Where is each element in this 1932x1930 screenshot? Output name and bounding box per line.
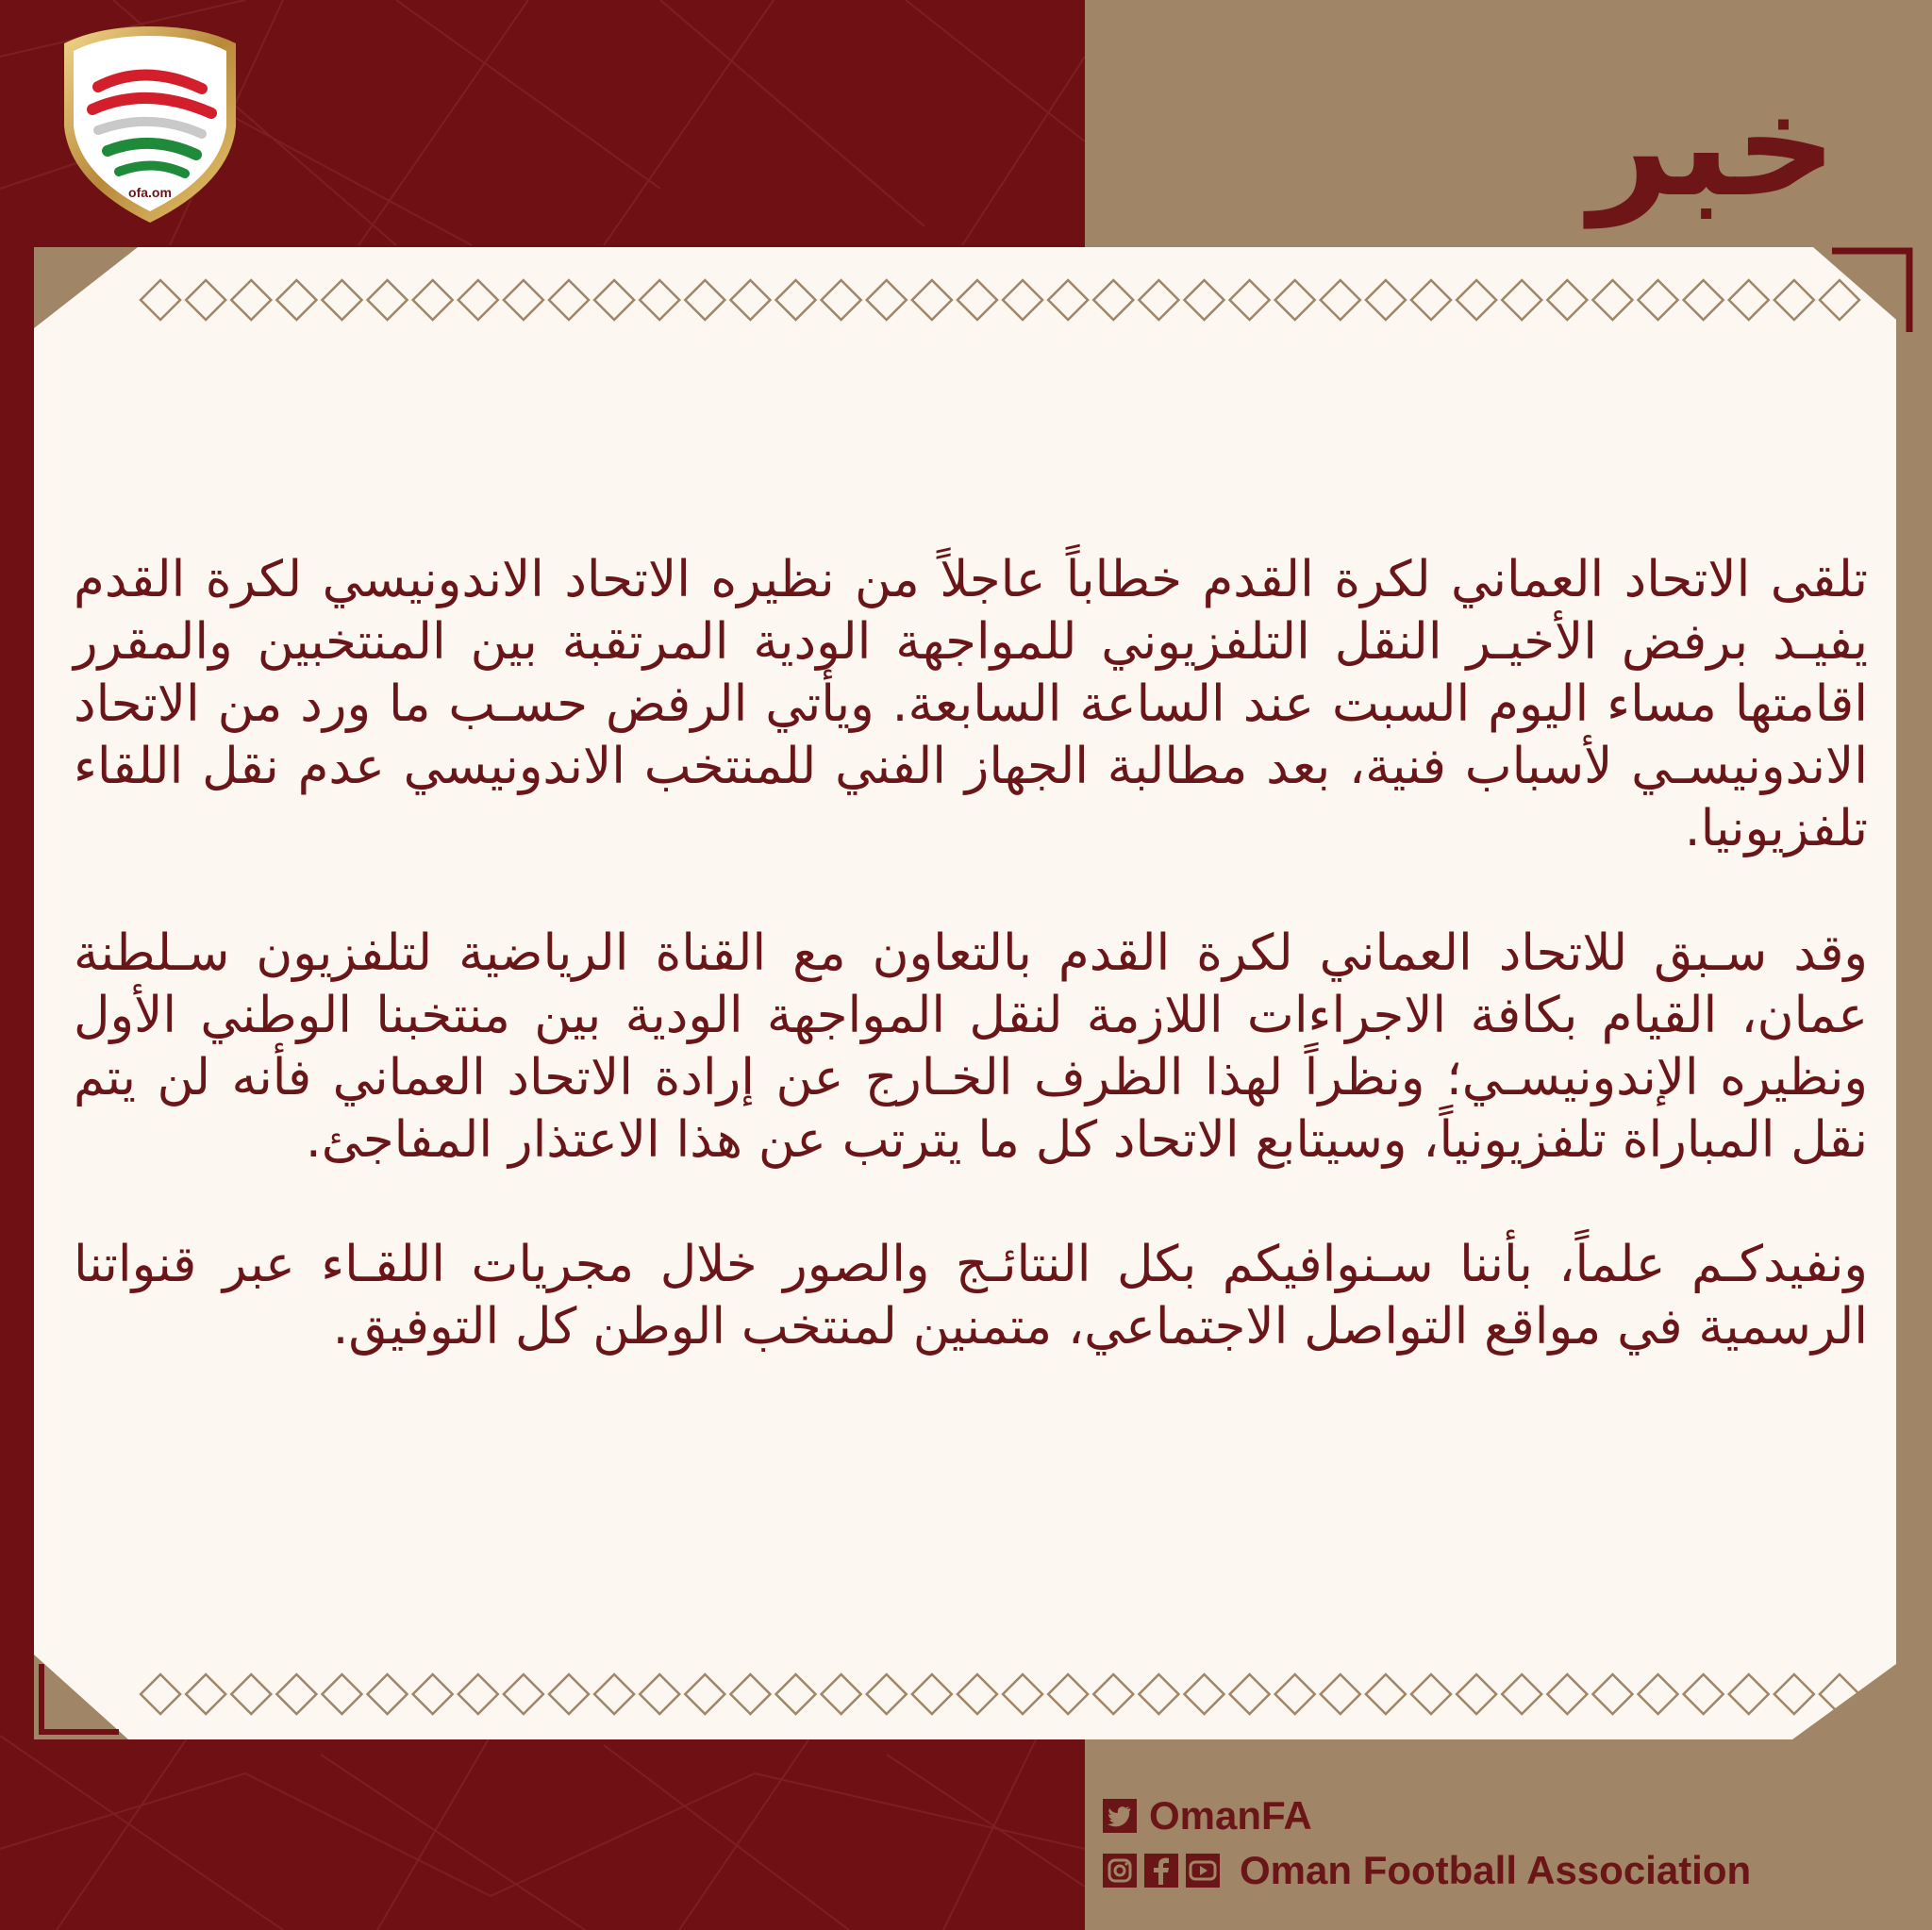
diamond-ornament — [1275, 280, 1315, 320]
association-name[interactable]: Oman Football Association — [1240, 1848, 1752, 1892]
diamond-ornament — [1093, 1674, 1133, 1714]
diamond-ornament — [1820, 280, 1859, 320]
diamond-ornament — [1774, 280, 1814, 320]
diamond-ornament — [1684, 1674, 1724, 1714]
diamond-ornament — [231, 280, 271, 320]
diamond-ornament — [1184, 280, 1224, 320]
diamond-ornament — [685, 280, 724, 320]
diamond-ornament — [822, 1674, 861, 1714]
diamond-ornament — [1639, 280, 1678, 320]
diamond-ornament — [776, 1674, 816, 1714]
youtube-icon[interactable] — [1185, 1853, 1221, 1888]
diamond-ornament — [368, 280, 408, 320]
diamond-ornament — [1003, 280, 1042, 320]
diamond-ornament — [1048, 1674, 1088, 1714]
diamond-ornament — [594, 1674, 634, 1714]
diamond-ornament — [458, 280, 498, 320]
diamond-ornament — [186, 1674, 225, 1714]
diamond-ornament — [276, 280, 316, 320]
diamond-ornament — [912, 280, 952, 320]
diamond-ornament — [1411, 280, 1451, 320]
diamond-border-bottom — [138, 1670, 1862, 1719]
diamond-ornament — [1729, 280, 1769, 320]
diamond-ornament — [1729, 1674, 1769, 1714]
social-row — [1102, 1845, 1913, 1896]
diamond-ornament — [276, 1674, 316, 1714]
diamond-ornament — [912, 1674, 952, 1714]
diamond-ornament — [958, 280, 997, 320]
diamond-ornament — [458, 1674, 498, 1714]
diamond-ornament — [640, 280, 679, 320]
diamond-ornament — [1592, 280, 1632, 320]
diamond-ornament — [640, 1674, 679, 1714]
facebook-icon[interactable] — [1143, 1853, 1179, 1888]
diamond-ornament — [594, 280, 634, 320]
diamond-ornament — [141, 280, 180, 320]
corner-top-left — [34, 247, 147, 360]
diamond-ornament — [822, 280, 861, 320]
diamond-ornament — [1230, 1674, 1270, 1714]
diamond-ornament — [730, 280, 770, 320]
diamond-ornament — [1184, 1674, 1224, 1714]
logo-site-text: ofa.om — [128, 185, 172, 200]
diamond-ornament — [186, 280, 225, 320]
diamond-ornament — [730, 1674, 770, 1714]
diamond-ornament — [413, 1674, 453, 1714]
diamond-ornament — [1003, 1674, 1042, 1714]
diamond-ornament — [1139, 1674, 1178, 1714]
diamond-ornament — [368, 1674, 408, 1714]
diamond-ornament — [1048, 280, 1088, 320]
diamond-ornament — [1366, 280, 1406, 320]
article-paragraph: وقد سـبق للاتحاد العماني لكرة القدم بالتعاون مع القناة الرياضية لتلفزيون سـلطنة عمان، القيام بكافة الاجراءات اللازمة لنقل المواجهة الودية بين منتخبنا الوطني الأول ونظيره الإندونيسـي؛ ونظراً لهذا الظرف الخـارج عن إرادة الاتحاد العماني فأنه لن يتم نقل المباراة تلفزيونياً، وسيتابع الاتحاد كل ما يترتب عن هذا الاعتذار المفاجئ. — [74, 924, 1868, 1169]
diamond-ornament — [1820, 1674, 1859, 1714]
diamond-ornament — [1774, 1674, 1814, 1714]
diamond-ornament — [1547, 280, 1587, 320]
ofa-logo — [60, 23, 240, 226]
diamond-ornament — [867, 1674, 907, 1714]
article-paragraph: تلقى الاتحاد العماني لكرة القدم خطاباً عاجلاً من نظيره الاتحاد الاندونيسي لكرة القدم يفيـد برفض الأخيـر النقل التلفزيوني للمواجهة الودية المرتقبة بين المنتخبين والمقرر اقامتها مساء اليوم السبت عند الساعة السابعة. ويأتي الرفض حسـب ما ورد من الاتحاد الاندونيسـي لأسباب فنية، بعد مطالبة الجهاز الفني للمنتخب الاندونيسي عدم نقل اللقاء تلفزيونيا. — [74, 551, 1868, 857]
twitter-icon[interactable] — [1102, 1798, 1138, 1834]
corner-bottom-left — [34, 1645, 138, 1739]
diamond-ornament — [1366, 1674, 1406, 1714]
diamond-ornament — [1230, 280, 1270, 320]
diamond-ornament — [1139, 280, 1178, 320]
diamond-ornament — [504, 280, 543, 320]
diamond-ornament — [1684, 280, 1724, 320]
diamond-ornament — [549, 1674, 589, 1714]
diamond-ornament — [413, 280, 453, 320]
badge-title: خبر — [1589, 64, 1838, 228]
diamond-ornament — [1321, 280, 1360, 320]
twitter-handle[interactable]: OmanFA — [1149, 1793, 1312, 1838]
diamond-border-top — [138, 275, 1862, 324]
diamond-ornament — [141, 1674, 180, 1714]
article-paragraph: ونفيدكـم علماً، بأننا سـنوافيكم بكل النتائـج والصور خلال مجريات اللقـاء عبر قنواتنا الرسمية في مواقع التواصل الاجتماعي، متمنين لمنتخب الوطن كل التوفيق. — [74, 1236, 1868, 1356]
diamond-ornament — [1502, 1674, 1541, 1714]
diamond-ornament — [1592, 1674, 1632, 1714]
instagram-icon[interactable] — [1102, 1853, 1138, 1888]
diamond-ornament — [1275, 1674, 1315, 1714]
diamond-ornament — [322, 1674, 361, 1714]
footer — [1102, 1790, 1913, 1913]
diamond-ornament — [1457, 1674, 1496, 1714]
diamond-ornament — [231, 1674, 271, 1714]
diamond-ornament — [1457, 280, 1496, 320]
diamond-ornament — [685, 1674, 724, 1714]
diamond-ornament — [1093, 280, 1133, 320]
diamond-ornament — [1411, 1674, 1451, 1714]
diamond-ornament — [1639, 1674, 1678, 1714]
diamond-ornament — [867, 280, 907, 320]
diamond-ornament — [322, 280, 361, 320]
diamond-ornament — [1547, 1674, 1587, 1714]
twitter-row — [1102, 1790, 1913, 1841]
diamond-ornament — [549, 280, 589, 320]
article-body — [74, 549, 1868, 1358]
diamond-ornament — [504, 1674, 543, 1714]
diamond-ornament — [1321, 1674, 1360, 1714]
diamond-ornament — [958, 1674, 997, 1714]
diamond-ornament — [776, 280, 816, 320]
diamond-ornament — [1502, 280, 1541, 320]
